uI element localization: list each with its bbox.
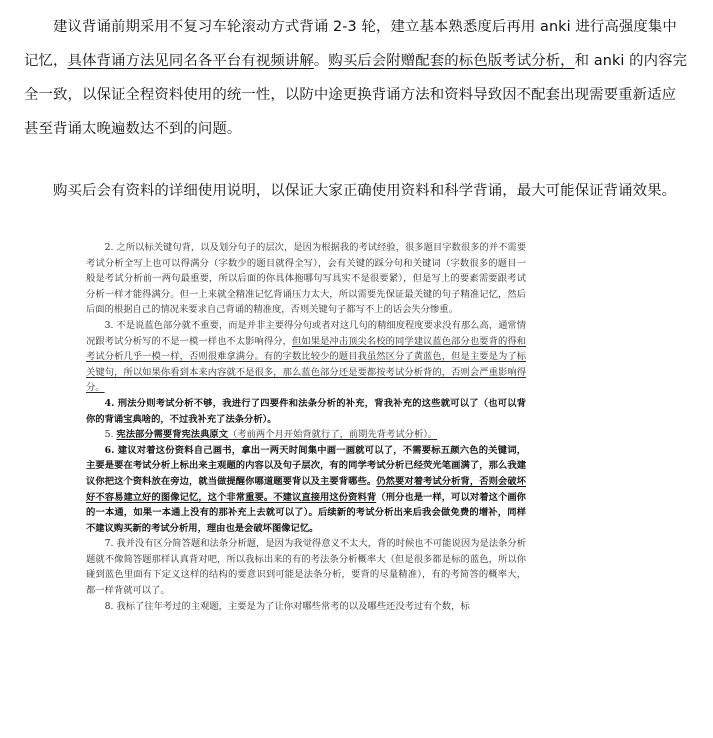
scan-item-3-text: 3. 不是说蓝色部分就不重要，而是并非主要得分句或者对这几句的精细度程度要求没有那么高，通常情况跟考试分析写的不是一模一样也不太影响得分， — [86, 319, 526, 347]
para1-text-5: 和 anki 的内容完全一致，以保证全程资料使用的统一性，以防中途更换背诵方法和资料导致因不配套出现需要重新适应甚至背诵太晚遍数达不到的问题。 — [24, 53, 688, 137]
usage-paragraph-1 — [24, 10, 689, 146]
scan-item-6 — [86, 443, 526, 537]
scan-item-3-underlined: 但如果是冲击顶尖名校的同学建议蓝色部分也要背的得和考试分析几乎一模一样，否则很难拿满分。有的字数比较少的题目我虽然区分了黄蓝色，但是主要是为了标关键句，所以如果你看到本来内容就不是很多，那么蓝色部分还是要都按考试分析背的，否则会严重影响得分。 — [86, 335, 526, 394]
scan-item-5-bold: 宪法部分需要背宪法典原文 — [116, 429, 228, 441]
scanned-instructions-image — [86, 240, 526, 738]
scan-item-5-note: （考前两个月开始背就行了，前期先背考试分析）。 — [228, 429, 438, 441]
scan-item-4: 4. 刑法分则考试分析不够，我进行了四要件和法条分析的补充，背我补充的这些就可以了（也可以背你的背诵宝典啥的，不过我补充了法条分析）。 — [86, 397, 526, 425]
bonus-analysis-note: 购买后会附赠配套的标色版考试分析， — [328, 53, 575, 69]
para1-text-3: 。 — [313, 53, 329, 69]
scan-item-2: 2. 之所以标关键句背，以及划分句子的层次，是因为根据我的考试经验，很多题目字数很多的并不需要考试分析全写上也可以得满分（字数少的题目就得全写），会有关键的踩分句和关键词（字数很多的题目一般是考试分析前一两句最重要，所以后面的你具体拖哪句写具实不是很要紧），但是写上的要素需要跟考试分析一样才能得满分。但一上来就全精准记忆背诵压力太大，所以需要先保证最关键的句子精准记忆，然后后面的根据自己的情况来要求自己背诵的精准度，否则关键句子都写不上的话会失分惨重。 — [86, 242, 526, 316]
video-method-note: 具体背诵方法见同名各平台有视频讲解 — [67, 53, 314, 69]
para1-text-1: 建议背诵前期采用不复习车轮滚动方式背诵 2-3 轮，建立基本熟悉度后再用 anki 进行高强度集中记忆， — [24, 19, 677, 69]
scan-item-6-underlined: 仍然要对着考试分析背，否则会破坏好不容易建立好的图像记忆，这个非常重要。不建议直接用这份资料背 — [86, 475, 526, 503]
scan-item-5 — [86, 427, 526, 443]
scan-item-6-text-a: 6. 建议对着这份资料自己画书，拿出一两天时间集中画一画就可以了，不需要标五颜六色的关键词，主要是要在考试分析上标出来主观题的内容以及句子层次，有的同学考试分析已经荧光笔画满了，那么我建议你把这个资料放在旁边，就当做提醒你哪道题要背以及主要背哪些。 — [86, 444, 526, 487]
scan-item-5-num: 5. — [104, 429, 117, 441]
scan-item-8: 8. 我标了往年考过的主观题，主要是为了让你对哪些常考的以及哪些还没考过有个数，标 — [104, 600, 470, 612]
scan-item-3 — [86, 318, 526, 396]
usage-paragraph-2: 购买后会有资料的详细使用说明，以保证大家正确使用资料和科学背诵，最大可能保证背诵效果。 — [53, 183, 677, 199]
scan-item-7: 7. 我并没有区分简答题和法条分析题，是因为我觉得意义不太大，背的时候也不可能说因为是法条分析题就不像简答题那样认真背对吧，所以我标出来的有的考法条分析概率大（但是很多都是标的蓝色，所以你碰到蓝色里面有下定义这样的结构的要意识到可能是法条分析，要背的尽量精准），有的考简答的概率大，都一样背就可以了。 — [86, 538, 526, 597]
scan-item-6-text-c: （刑分也是一样，可以对着这个画你的一本通，如果一本通上没有的那补充上去就可以了）。后续新的考试分析出来后我会做免费的增补，同样不建议购买新的考试分析用，理由也是会破坏图像记忆。 — [86, 491, 526, 534]
